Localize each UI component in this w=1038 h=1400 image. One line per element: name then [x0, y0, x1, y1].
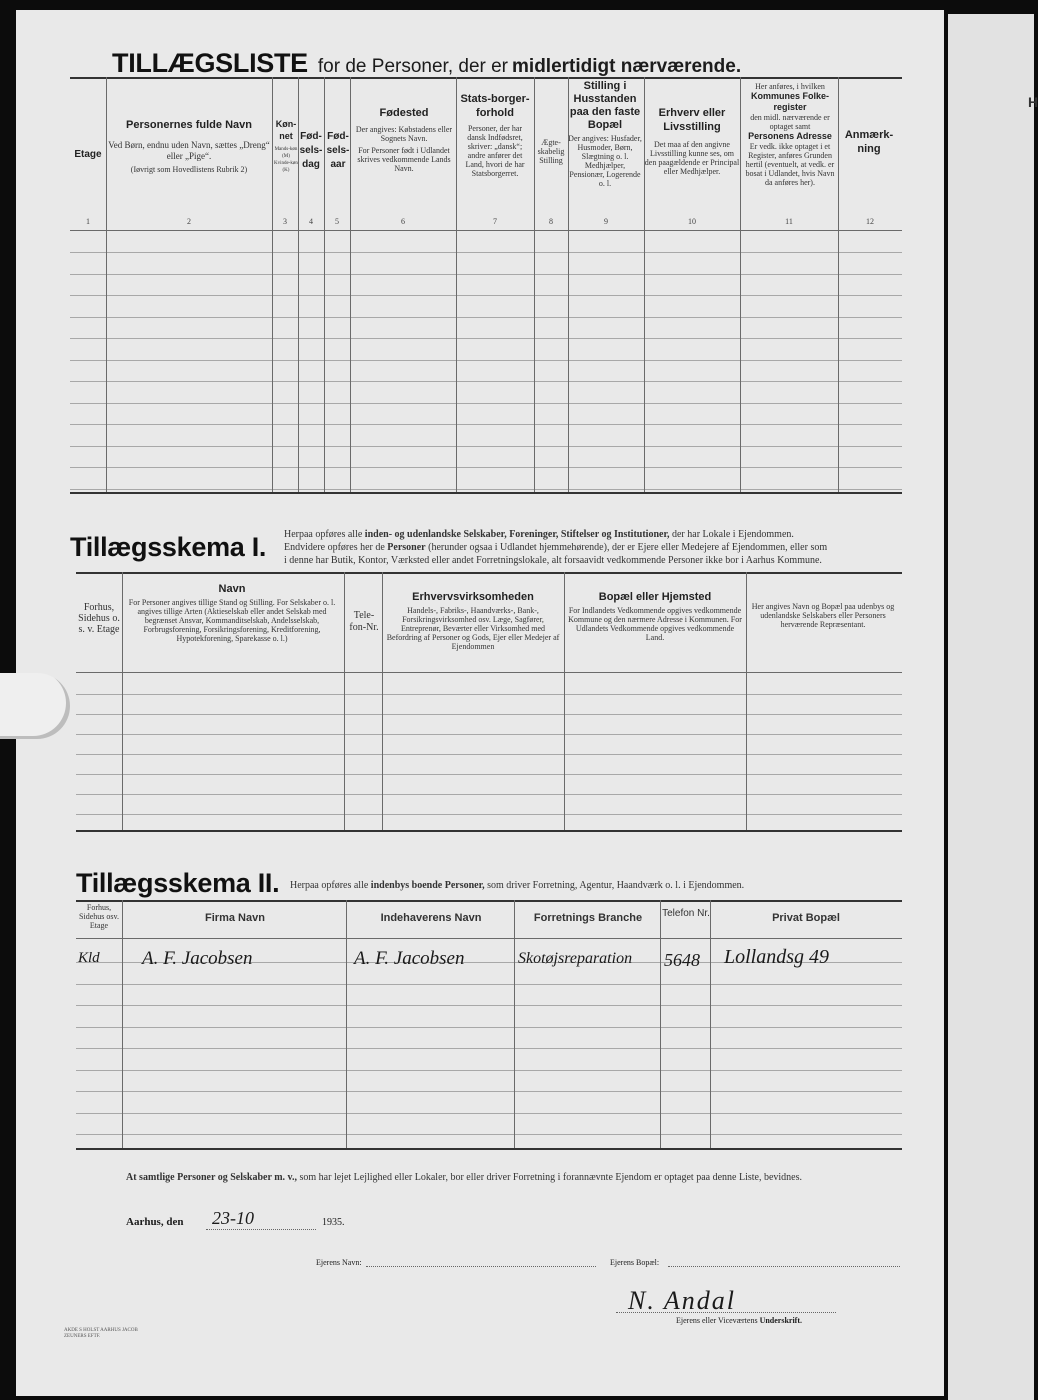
footer-year: 1935.	[322, 1217, 345, 1228]
ruled-line	[76, 714, 902, 715]
t1-header-birthyear: Fød-sels-aar	[326, 131, 350, 170]
s2-row-branch: Skotøjsreparation	[518, 950, 633, 967]
column-divider	[106, 77, 107, 492]
column-divider	[514, 900, 515, 1148]
column-divider	[122, 900, 123, 1148]
ruled-line	[76, 1005, 902, 1006]
table1-top-border	[70, 77, 902, 79]
ruled-line	[70, 295, 902, 296]
t1-header-birthplace: Fødested Der angives: Købstadens eller Sognets Navn. For Personer født i Udlandet skrives vedkommende Lands Navn.	[355, 107, 453, 173]
s1-header-phone: Tele-fon-Nr.	[349, 610, 379, 633]
s2-row-address: Lollandsg 49	[724, 946, 830, 968]
signature-label: Ejerens eller Viceværtens Underskrift.	[676, 1316, 803, 1325]
column-number: 8	[549, 217, 553, 226]
ruled-line	[76, 1091, 902, 1092]
title-rest-a: for de Personer, der er	[317, 56, 509, 77]
s2-header-phone: Telefon Nr.	[662, 908, 710, 919]
column-divider	[272, 77, 273, 492]
ruled-line	[76, 694, 902, 695]
s1-header-name: Navn For Personer angives tillige Stand og Stilling. For Selskaber o. l. angives tillige Arten (Aktieselskab eller andet Selskab med begrænset Ansvar, Kommanditselskab, Andelsselskab, Forbrugsforening, Forsikringsforening, Kreditforening, Hypotekforening, Sparekasse o. l.)	[128, 583, 336, 643]
ruled-line	[76, 814, 902, 815]
s2-header-branch: Forretnings Branche	[533, 912, 643, 924]
ruled-line	[70, 274, 902, 275]
table1-header-divider	[70, 230, 902, 231]
schema2-title: Tillægsskema II.	[76, 868, 280, 898]
column-divider	[740, 77, 741, 492]
s2-row-owner: A. F. Jacobsen	[354, 948, 465, 969]
s2-row-phone: 5648	[664, 950, 700, 970]
s2-row-etage: Kld	[78, 950, 100, 966]
column-divider	[456, 77, 457, 492]
footer-date-line: Aarhus, den	[126, 1216, 184, 1228]
ruled-line	[76, 1113, 902, 1114]
s1-header-residence: Bopæl eller Hjemsted For Indlandets Vedkommende opgives vedkommende Kommune og den nærmere Adresse i Kommunen. For Udlandets Vedkommende opgives vedkommende Land.	[568, 591, 742, 642]
t1-header-citizenship: Stats-borger-forhold Personer, der har dansk Indfødsret, skriver: „dansk“; andre anfører det Land, hvori de har Statsborgerret.	[460, 93, 530, 178]
ruled-line	[76, 1070, 902, 1071]
t1-header-etage: Etage	[74, 149, 102, 160]
s1-header-etage: Forhus, Sidehus o. s. v. Etage	[78, 602, 120, 635]
schema1-intro: Herpaa opføres alle inden- og udenlandske Selskaber, Foreninger, Stiftelser og Institutioner, der har Lokale i Ejendommen. Endvidere opføres her de Personer (herunder ogsaa i Udlandet hjemmehørende), der er Ejere eller Medejere af Ejendommen, eller som i denne har Butik, Kontor, Værksted eller andet Forretningslokale, alt forsaavidt vedkommende Personer ikke bor i Aarhus Kommune.	[284, 529, 828, 566]
column-number: 3	[283, 217, 287, 226]
paper-tab	[0, 673, 70, 739]
column-number: 6	[401, 217, 405, 226]
schema1-top-border	[76, 572, 902, 574]
owner-name-label: Ejerens Navn:	[316, 1258, 362, 1267]
ruled-line	[70, 489, 902, 490]
next-page-letter: H	[1028, 94, 1038, 110]
t1-header-occupation: Erhverv eller Livsstilling Det maa af den angivne Livsstilling kunne ses, om den paagældende er Principal eller Medhjælper.	[644, 107, 740, 176]
column-divider	[564, 572, 565, 830]
column-divider	[122, 572, 123, 830]
column-number: 5	[335, 217, 339, 226]
column-number: 4	[309, 217, 313, 226]
signature: N. Andal	[628, 1286, 736, 1315]
footer-statement: At samtlige Personer og Selskaber m. v., som har lejet Lejlighed eller Lokaler, bor eller driver Forretning i forannævnte Ejendom er optaget paa denne Liste, bevidnes.	[126, 1172, 802, 1183]
t1-header-name: Personernes fulde Navn Ved Børn, endnu uden Navn, sættes „Dreng“ eller „Pige“. (Iøvrigt som Hovedlistens Rubrik 2)	[108, 119, 270, 174]
ruled-line	[70, 317, 902, 318]
column-divider	[382, 572, 383, 830]
ruled-line	[70, 424, 902, 425]
title-rest-b: midlertidigt nærværende.	[512, 56, 742, 77]
t1-header-marital: Ægte-skabelig Stilling	[537, 138, 565, 165]
column-divider	[346, 900, 347, 1148]
ruled-line	[70, 467, 902, 468]
ruled-line	[70, 252, 902, 253]
column-number: 2	[187, 217, 191, 226]
t1-header-birthday: Fød-sels-dag	[299, 131, 323, 170]
column-number: 11	[785, 217, 793, 226]
ruled-line	[76, 794, 902, 795]
column-number: 9	[604, 217, 608, 226]
table1-bottom-border	[70, 492, 902, 494]
schema2-intro: Herpaa opføres alle indenbys boende Personer, som driver Forretning, Agentur, Haandværk o. l. i Ejendommen.	[290, 880, 745, 891]
ruled-line	[76, 774, 902, 775]
column-number: 1	[86, 217, 90, 226]
ruled-line	[76, 1134, 902, 1135]
s1-header-business: Erhvervsvirksomheden Handels-, Fabriks-, Haandværks-, Bank-, Forsikringsvirksomhed osv. Læge, Sagfører, Entreprenør, Beværter eller Virksomhed med Befordring af Personer og Gods, Ejer eller Medejer af Ejendommen	[386, 591, 560, 651]
ruled-line	[70, 403, 902, 404]
owner-address-line	[668, 1266, 900, 1267]
schema1-header-divider	[76, 672, 902, 673]
s2-header-etage: Forhus, Sidehus osv. Etage	[79, 903, 119, 930]
column-number: 7	[493, 217, 497, 226]
column-number: 12	[866, 217, 874, 226]
column-divider	[710, 900, 711, 1148]
t1-header-household: Stilling i Husstanden paa den faste Bopæl Der angives: Husfader, Husmoder, Børn, Slægtning o. l. Medhjælper, Pensionær, Logerende o. l.	[568, 80, 642, 188]
s2-row-firm: A. F. Jacobsen	[142, 948, 253, 969]
form-page	[16, 10, 944, 1396]
ruled-line	[76, 1027, 902, 1028]
ruled-line	[70, 446, 902, 447]
column-divider	[746, 572, 747, 830]
ruled-line	[76, 754, 902, 755]
date-dotted-line	[206, 1229, 316, 1230]
s2-header-firm: Firma Navn	[205, 912, 265, 924]
schema2-header-divider	[76, 938, 902, 939]
t1-header-remark: Anmærk-ning	[844, 129, 894, 155]
schema1-title: Tillægsskema I.	[70, 532, 267, 562]
column-number: 10	[688, 217, 696, 226]
ruled-line	[70, 381, 902, 382]
column-divider	[344, 572, 345, 830]
column-divider	[660, 900, 661, 1148]
owner-address-label: Ejerens Bopæl:	[610, 1258, 660, 1267]
schema1-bottom-border	[76, 830, 902, 832]
title-main: TILLÆGSLISTE	[112, 48, 308, 78]
ruled-line	[76, 1048, 902, 1049]
ruled-line	[76, 734, 902, 735]
ruled-line	[70, 360, 902, 361]
schema2-bottom-border	[76, 1148, 902, 1150]
footer-date-hand: 23-10	[212, 1208, 254, 1228]
signature-line	[616, 1312, 836, 1313]
owner-name-line	[366, 1266, 596, 1267]
schema2-top-border	[76, 900, 902, 902]
t1-header-register: Her anføres, i hvilken Kommunes Folke-register den midl. nærværende er optaget samt Personens Adresse Er vedk. ikke optaget i et Register, anføres Grunden hertil (eventuelt, at vedk. er bosat i Udlandet, hvis Navn da anføres her).	[745, 82, 835, 187]
t1-header-gender: Køn-net Mands-køn (M) Kvinde-køn (K)	[274, 119, 298, 173]
next-page-edge	[948, 14, 1038, 1400]
ruled-line	[76, 984, 902, 985]
s1-header-representative: Her angives Navn og Bopæl paa udenbys og udenlandske Selskabers eller Personers herværende Repræsentant.	[751, 602, 895, 629]
printer-mark: AKDE S HOLST AARHUS JACOB ZEUNERS EFTF.	[64, 1328, 138, 1339]
s2-header-owner: Indehaverens Navn	[380, 912, 482, 924]
main-title	[112, 48, 741, 79]
ruled-line	[70, 338, 902, 339]
s2-header-address: Privat Bopæl	[772, 912, 840, 924]
